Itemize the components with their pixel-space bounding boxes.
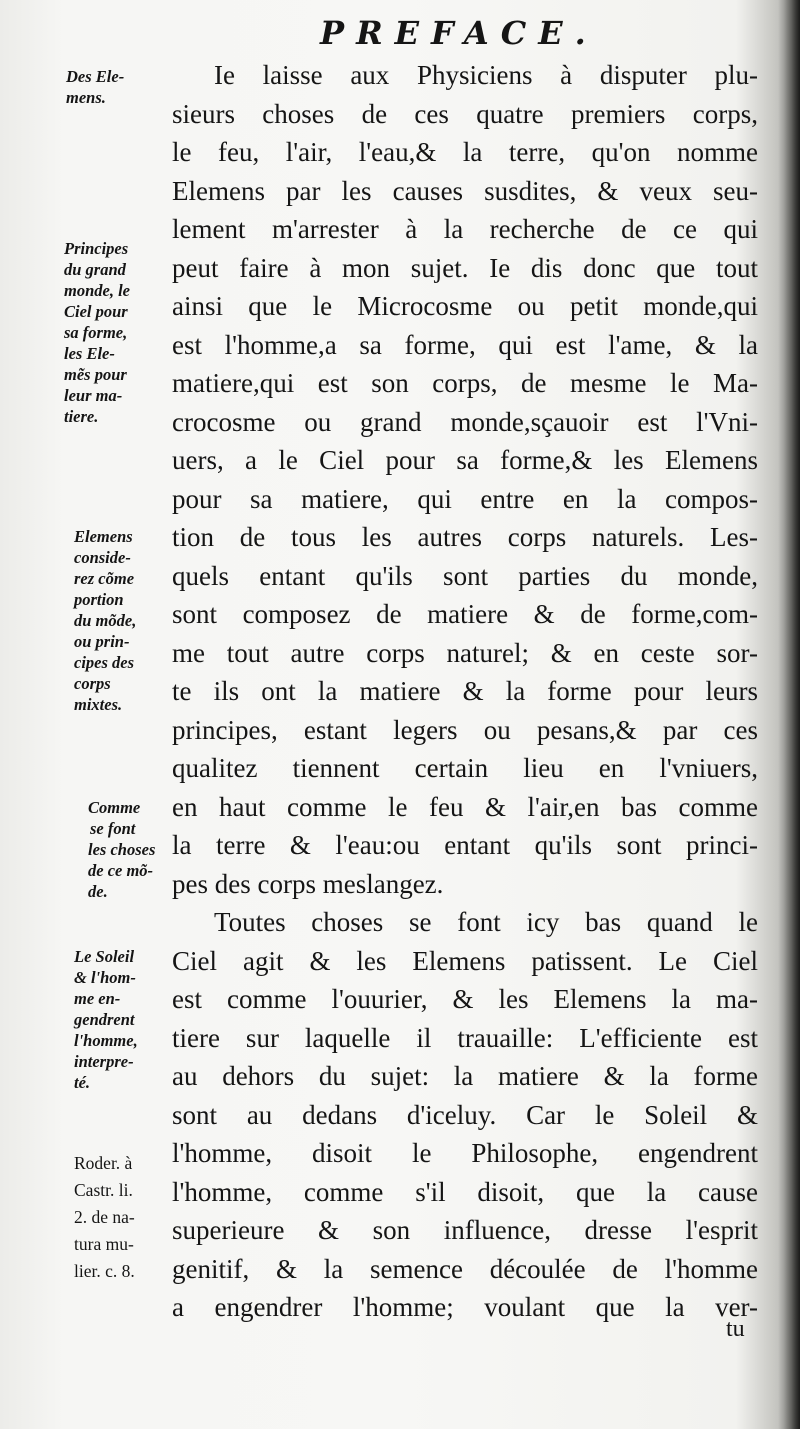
- text-line: uers, a le Ciel pour sa forme,& les Elemens: [172, 445, 758, 475]
- text-line: la terre & l'eau:ou entant qu'ils sont princi-: [172, 830, 758, 860]
- text-line: me tout autre corps naturel; & en ceste sor-: [172, 637, 758, 668]
- text-line: l'homme, disoit le Philosophe, engendrent: [172, 1138, 758, 1168]
- text-line: Ie laisse aux Physiciens à disputer plu-: [214, 60, 758, 90]
- margin-note-line: mixtes.: [74, 695, 123, 714]
- margin-note-des-elemens: [66, 66, 124, 108]
- catchword: tu: [726, 1316, 745, 1342]
- margin-note-line: Des Ele-: [66, 67, 125, 86]
- text-line: Ciel agit & les Elemens patissent. Le Ciel: [172, 945, 758, 976]
- margin-note-principes: [64, 238, 130, 427]
- text-line: l'homme, comme s'il disoit, que la cause: [172, 1176, 758, 1207]
- margin-note-line: Castr. li.: [74, 1180, 133, 1200]
- text-line: sieurs choses de ces quatre premiers corps,: [172, 98, 758, 129]
- margin-note-line: conside-: [74, 548, 131, 567]
- margin-note-line: les Ele-: [64, 344, 115, 363]
- margin-note-line: interpre-: [74, 1052, 134, 1071]
- text-line: Elemens par les causes susdites, & veux seu-: [172, 175, 758, 206]
- margin-note-elemens-consideres: [74, 526, 136, 715]
- text-line: quels entant qu'ils sont parties du monde,: [172, 560, 758, 591]
- text-line: te ils ont la matiere & la forme pour leurs: [172, 676, 758, 706]
- margin-note-roder: [74, 1150, 135, 1285]
- text-line: au dehors du sujet: la matiere & la forme: [172, 1061, 758, 1091]
- margin-note-line: lier. c. 8.: [74, 1261, 135, 1281]
- text-line: est l'homme,a sa forme, qui est l'ame, & la: [172, 329, 758, 360]
- margin-note-line: corps: [74, 674, 111, 693]
- running-header: PREFACE.: [320, 14, 598, 52]
- margin-note-line: se font: [90, 819, 136, 838]
- margin-note-line: sa forme,: [64, 323, 128, 342]
- margin-note-line: Ciel pour: [64, 302, 128, 321]
- text-line: matiere,qui est son corps, de mesme le Ma-: [172, 368, 758, 398]
- margin-note-line: portion: [74, 590, 124, 609]
- margin-note-line: de ce mõ-: [88, 861, 154, 880]
- margin-note-line: de.: [88, 882, 108, 901]
- text-line: pour sa matiere, qui entre en la compos-: [172, 483, 758, 514]
- margin-note-line: me en-: [74, 989, 121, 1008]
- text-line: sont composez de matiere & de forme,com-: [172, 599, 758, 629]
- text-line: lement m'arrester à la recherche de ce qui: [172, 214, 758, 244]
- margin-note-comme-se-font: [88, 797, 155, 902]
- margin-note-line: Comme: [88, 798, 141, 817]
- margin-note-line: l'homme,: [74, 1031, 138, 1050]
- margin-note-line: rez cõme: [74, 569, 135, 588]
- text-line: est comme l'ouurier, & les Elemens la ma-: [172, 984, 758, 1014]
- margin-note-line: ou prin-: [74, 632, 130, 651]
- text-line: crocosme ou grand monde,sçauoir est l'Vni-: [172, 406, 758, 437]
- margin-note-line: Principes: [64, 239, 129, 258]
- margin-note-line: Le Soleil: [74, 947, 135, 966]
- text-line: ainsi que le Microcosme ou petit monde,qui: [172, 291, 758, 321]
- text-line: tion de tous les autres corps naturels. Les-: [172, 522, 758, 552]
- text-line: principes, estant legers ou pesans,& par ces: [172, 714, 758, 745]
- text-line: peut faire à mon sujet. Ie dis donc que tout: [172, 252, 758, 283]
- margin-note-line: du mõde,: [74, 611, 137, 630]
- main-text: [172, 56, 758, 1327]
- text-line: tiere sur laquelle il trauaille: L'efficiente est: [172, 1022, 758, 1053]
- text-line: genitif, & la semence découlée de l'homme: [172, 1253, 758, 1284]
- text-line: le feu, l'air, l'eau,& la terre, qu'on nomme: [172, 137, 758, 167]
- text-line: qualitez tiennent certain lieu en l'vniuers,: [172, 753, 758, 783]
- margin-note-line: Elemens: [74, 527, 133, 546]
- margin-note-line: gendrent: [74, 1010, 135, 1029]
- text-line: sont au dedans d'iceluy. Car le Soleil &: [172, 1099, 758, 1130]
- margin-note-line: té.: [74, 1073, 91, 1092]
- margin-note-line: leur ma-: [64, 386, 123, 405]
- margin-note-line: cipes des: [74, 653, 135, 672]
- text-line: en haut comme le feu & l'air,en bas comme: [172, 791, 758, 822]
- margin-note-line: 2. de na-: [74, 1207, 135, 1227]
- text-line: pes des corps meslangez.: [172, 868, 444, 899]
- margin-note-line: mẽs pour: [64, 365, 127, 384]
- margin-note-line: du grand: [64, 260, 126, 279]
- text-line: Toutes choses se font icy bas quand le: [214, 907, 758, 937]
- text-line: a engendrer l'homme; voulant que la ver-: [172, 1292, 758, 1322]
- margin-note-line: tura mu-: [74, 1234, 134, 1254]
- margin-note-line: mens.: [66, 88, 106, 107]
- page-edge-shadow: [778, 0, 800, 1429]
- margin-note-line: monde, le: [64, 281, 130, 300]
- text-line: superieure & son influence, dresse l'esprit: [172, 1215, 758, 1245]
- margin-note-line: tiere.: [64, 407, 99, 426]
- margin-note-le-soleil: [74, 946, 138, 1093]
- margin-note-line: & l'hom-: [74, 968, 136, 987]
- margin-note-line: les choses: [88, 840, 156, 859]
- margin-note-line: Roder. à: [74, 1153, 133, 1173]
